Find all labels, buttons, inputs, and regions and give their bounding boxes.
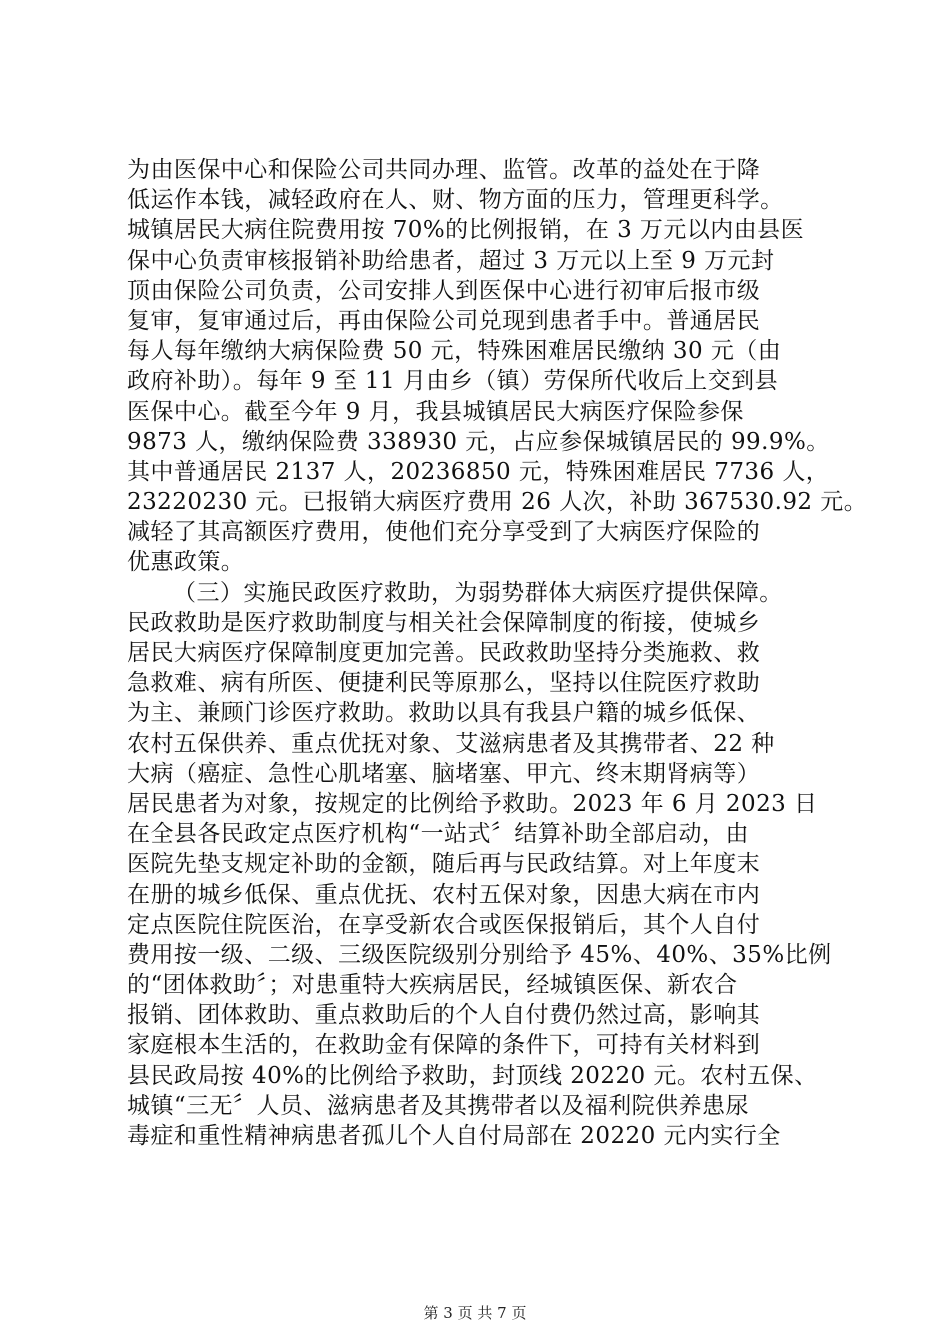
text-line: 在册的城乡低保、重点优抚、农村五保对象，因患大病在市内 [127,881,761,908]
text-line: 居民大病医疗保障制度更加完善。民政救助坚持分类施救、救 [127,640,761,666]
text-line: 农村五保供养、重点优抚对象、艾滋病患者及其携带者、22 种 [127,730,775,757]
text-line: 复审，复审通过后，再由保险公司兑现到患者手中。普通居民 [127,307,761,334]
text-line: 报销、团体救助、重点救助后的个人自付费仍然过高，影响其 [127,1002,761,1029]
text-line: 民政救助是医疗救助制度与相关社会保障制度的衔接，使城乡 [127,609,761,636]
text-line: 定点医院住院医治，在享受新农合或医保报销后，其个人自付 [127,911,761,938]
text-line: 为由医保中心和保险公司共同办理、监管。改革的益处在于降 [127,157,761,183]
text-line: 毒症和重性精神病患者孤儿个人自付局部在 20220 元内实行全 [127,1123,781,1149]
text-line: 大病（癌症、急性心肌堵塞、脑堵塞、甲亢、终末期肾病等） [127,760,761,787]
text-line: 医院先垫支规定补助的金额，随后再与民政结算。对上年度末 [127,851,761,878]
text-line: 9873 人，缴纳保险费 338930 元，占应参保城镇居民的 99.9%。 [127,428,830,455]
text-line: 低运作本钱，减轻政府在人、财、物方面的压力，管理更科学。 [127,187,784,214]
text-line: 的“团体救助〞；对患重特大疾病居民，经城镇医保、新农合 [127,972,738,999]
text-line: 每人每年缴纳大病保险费 50 元，特殊困难居民缴纳 30 元（由 [127,338,782,365]
text-line: 医保中心。截至今年 9 月，我县城镇居民大病医疗保险参保 [127,398,744,425]
text-line: 减轻了其高额医疗费用，使他们充分享受到了大病医疗保险的 [127,519,761,546]
text-line: 优惠政策。 [127,549,245,576]
text-line: 23220230 元。已报销大病医疗费用 26 人次，补助 367530.92 元。 [127,489,868,516]
text-line: 政府补助）。每年 9 至 11 月由乡（镇）劳保所代收后上交到县 [127,368,779,395]
text-line: 其中普通居民 2137 人，20236850 元，特殊困难居民 7736 人， [127,458,830,485]
page-number-footer: 第 3 页 共 7 页 [423,1304,527,1322]
text-line: 顶由保险公司负责，公司安排人到医保中心进行初审后报市级 [127,277,761,304]
text-line: 急救难、病有所医、便捷利民等原那么，坚持以住院医疗救助 [127,670,761,697]
body-text [127,155,868,1151]
text-line: 居民患者为对象，按规定的比例给予救助。2023 年 6 月 2023 日 [127,790,818,817]
text-line: 费用按一级、二级、三级医院级别分别给予 45%、40%、35%比例 [127,941,832,968]
text-line: 县民政局按 40%的比例给予救助，封顶线 20220 元。农村五保、 [127,1062,818,1089]
text-line: 家庭根本生活的，在救助金有保障的条件下，可持有关材料到 [127,1032,761,1059]
section-heading-line: （三）实施民政医疗救助，为弱势群体大病医疗提供保障。 [173,579,783,606]
text-line: 在全县各民政定点医疗机构“一站式〞结算补助全部启动，由 [127,821,749,848]
text-line: 为主、兼顾门诊医疗救助。救助以具有我县户籍的城乡低保、 [127,700,761,727]
text-line: 城镇“三无〞人员、滋病患者及其携带者以及福利院供养患尿 [127,1092,749,1119]
text-line: 城镇居民大病住院费用按 70%的比例报销，在 3 万元以内由县医 [127,217,805,244]
text-line: 保中心负责审核报销补助给患者，超过 3 万元以上至 9 万元封 [127,247,775,274]
